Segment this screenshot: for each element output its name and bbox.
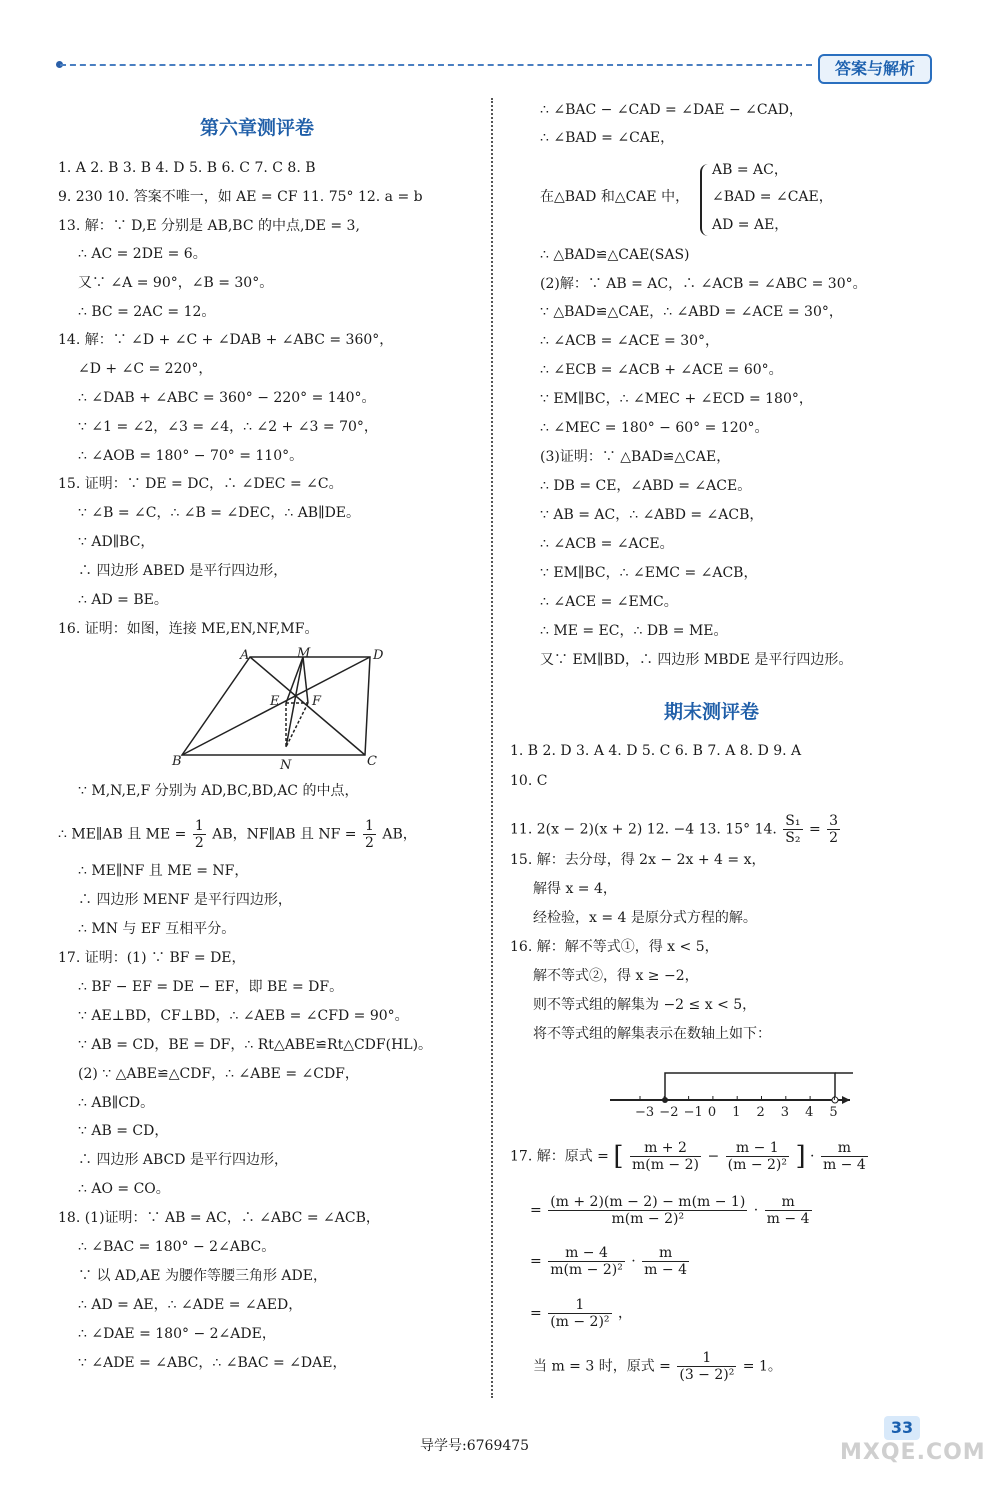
leftLines-line: ∴ BC = 2AC = 12。: [78, 304, 216, 320]
ratio-value-fraction: [827, 813, 840, 846]
den: 2: [829, 830, 839, 846]
line-16b-mid: AB，NF∥AB 且 NF =: [212, 826, 357, 843]
leftLines-line: ∴ ME∥NF 且 ME = NF，: [78, 863, 249, 879]
leftLines-line: 9. 230 10. 答案不唯一，如 AE = CF 11. 75° 12. a = b: [58, 189, 423, 205]
column-divider: [491, 98, 493, 1398]
fraction-1: [630, 1140, 701, 1173]
rightA-line: ∴ ∠BAD = ∠CAE，: [540, 130, 675, 146]
answers-11-14: [510, 813, 842, 846]
equals: =: [808, 821, 821, 838]
q17-line-5: [533, 1350, 782, 1383]
header-rule: [60, 64, 812, 66]
label-f: F: [312, 694, 322, 709]
fraction-last: [677, 1350, 736, 1383]
rightB-line: ∴ DB = CE，∠ABD = ∠ACE。: [540, 478, 752, 494]
system-line-3: AD = AE，: [712, 217, 789, 233]
leftLines-line: ∴ 四边形 ABCD 是平行四边形，: [78, 1152, 288, 1168]
den: S₂: [785, 830, 801, 846]
leftLines-line: ∴ BF − EF = DE − EF，即 BE = DF。: [78, 979, 344, 995]
segment-mf: [303, 657, 308, 703]
leftLines-line: ∴ 四边形 ABED 是平行四边形，: [78, 563, 288, 579]
axis-tick-label: −3: [635, 1105, 655, 1120]
rightD-line: 解得 x = 4，: [533, 881, 617, 897]
bracket-open: [: [613, 1141, 624, 1172]
leftLines-line: ∴ ∠DAB + ∠ABC = 360° − 220° = 140°。: [78, 390, 376, 406]
leftLines-line: ∴ ∠BAC = 180° − 2∠ABC。: [78, 1239, 276, 1255]
rightB-line: ∵ EM∥BC，∴ ∠EMC = ∠ACB，: [540, 565, 758, 581]
line-16b-post: AB，: [382, 826, 417, 843]
leftLines-line: ∵ AE⊥BD，CF⊥BD，∴ ∠AEB = ∠CFD = 90°。: [78, 1008, 409, 1024]
leftLines-line: ∵ AD∥BC，: [78, 534, 155, 550]
fraction-s2b: [765, 1194, 812, 1227]
den: m(m − 2): [631, 1157, 699, 1173]
rightB-line: ∴ ∠ACB = ∠ACE = 30°，: [540, 333, 720, 349]
fraction-s4: [548, 1297, 611, 1330]
leftLines-line: ∴ MN 与 EF 互相平分。: [78, 921, 236, 937]
rightD-line: 16. 解：解不等式①，得 x < 5，: [510, 939, 719, 955]
half-fraction-1: [193, 818, 206, 851]
rightB-line: ∴ ∠MEC = 180° − 60° = 120°。: [540, 420, 769, 436]
q17-line-2: [530, 1194, 814, 1227]
leftLines-line: 又∵ ∠A = 90°，∠B = 30°。: [78, 275, 274, 291]
rightB-line: ∴ ∠ACB = ∠ACE。: [540, 536, 674, 552]
fraction-s3b: [642, 1245, 689, 1278]
label-d: D: [373, 648, 384, 663]
den: 2: [364, 835, 374, 851]
system-line-1: AB = AC，: [712, 162, 788, 178]
parallelogram-figure: [170, 645, 400, 775]
watermark: MXQE.COM: [840, 1440, 986, 1465]
rightB-line: ∴ ME = EC，∴ DB = ME。: [540, 623, 728, 639]
fraction-s2: [548, 1194, 747, 1227]
rightB-line: 又∵ EM∥BD，∴ 四边形 MBDE 是平行四边形。: [540, 652, 853, 668]
final-exam-title: 期末测评卷: [664, 701, 760, 723]
leftLines-line: ∴ 四边形 MENF 是平行四边形，: [78, 892, 292, 908]
leftLines-line: ∴ AD = BE。: [78, 592, 168, 608]
rightB-line: (3)证明：∵ △BAD≌△CAE，: [540, 449, 731, 465]
line-16b-pre: ∴ ME∥AB 且 ME =: [58, 826, 187, 843]
leftLines-line: 14. 解：∵ ∠D + ∠C + ∠DAB + ∠ABC = 360°，: [58, 332, 394, 348]
num: m: [765, 1194, 812, 1211]
den: 2: [194, 835, 204, 851]
num: 1: [677, 1350, 736, 1367]
rightD-line: 15. 解：去分母，得 2x − 2x + 4 = x，: [510, 852, 766, 868]
last-post: = 1。: [742, 1358, 782, 1375]
system-line-2: ∠BAD = ∠CAE，: [712, 189, 833, 205]
solution-bracket: [665, 1073, 835, 1100]
num: m + 2: [630, 1140, 701, 1157]
rightD-line: 则不等式组的解集为 −2 ≤ x < 5，: [533, 997, 757, 1013]
leftLines-line: 17. 证明：(1) ∵ BF = DE，: [58, 950, 246, 966]
axis-tick-label: 3: [780, 1105, 790, 1120]
q17-line-1: [510, 1140, 870, 1173]
den: m − 4: [766, 1211, 810, 1227]
leftLines-line: ∵ ∠ADE = ∠ABC，∴ ∠BAC = ∠DAE，: [78, 1355, 347, 1371]
label-m: M: [297, 646, 311, 661]
leftLines-line: ∵ 以 AD,AE 为腰作等腰三角形 ADE，: [78, 1268, 327, 1284]
leftLines-line: 13. 解：∵ D,E 分别是 AB,BC 的中点,DE = 3,: [58, 218, 360, 234]
rightD-line: 经检验，x = 4 是原分式方程的解。: [533, 910, 757, 926]
system-prefix: 在△BAD 和△CAE 中，: [540, 189, 690, 205]
rightA-line: ∴ ∠BAC − ∠CAD = ∠DAE − ∠CAD，: [540, 102, 803, 118]
open-point: [832, 1097, 838, 1103]
comma: ，: [618, 1305, 632, 1322]
fraction-2: [726, 1140, 789, 1173]
den: (m − 2)²: [727, 1157, 787, 1173]
den: m(m − 2)²: [550, 1262, 623, 1278]
den: (3 − 2)²: [679, 1367, 735, 1383]
half-fraction-2: [363, 818, 376, 851]
rightB-line: ∴ ∠ACE = ∠EMC。: [540, 594, 678, 610]
leftLines-line: ∵ AB = CD，BE = DF，∴ Rt△ABE≌Rt△CDF(HL)。: [78, 1037, 433, 1053]
label-c: C: [367, 754, 377, 769]
segment-mn: [286, 657, 303, 747]
line-16b: [58, 818, 417, 851]
label-e: E: [270, 694, 280, 709]
q17-line-4: [530, 1297, 632, 1330]
axis-arrow: [842, 1096, 850, 1104]
leftLines-line: ∠D + ∠C = 220°，: [78, 361, 213, 377]
rightC-line: 10. C: [510, 773, 548, 789]
leftLines-line: (2) ∵ △ABE≌△CDF，∴ ∠ABE = ∠CDF，: [78, 1066, 359, 1082]
leftLines-line: ∴ AO = CO。: [78, 1181, 170, 1197]
s-ratio-fraction: [783, 813, 802, 846]
num: 3: [829, 813, 839, 829]
equals: =: [530, 1305, 542, 1322]
axis-tick-label: −2: [659, 1105, 679, 1120]
equals: =: [530, 1253, 542, 1270]
equals: =: [530, 1202, 542, 1219]
bracket-close: ]: [795, 1141, 806, 1172]
leftLines-line: ∵ M,N,E,F 分别为 AD,BC,BD,AC 的中点，: [78, 783, 359, 799]
rightD-line: 解不等式②，得 x ≥ −2，: [533, 968, 699, 984]
axis-tick-label: −1: [683, 1105, 703, 1120]
axis-tick-label: 2: [756, 1105, 765, 1120]
num: m: [642, 1245, 689, 1262]
diagonal-ac: [250, 657, 365, 755]
label-b: B: [172, 754, 182, 769]
last-pre: 当 m = 3 时，原式 =: [533, 1358, 671, 1375]
leftLines-line: 15. 证明：∵ DE = DC，∴ ∠DEC = ∠C。: [58, 476, 343, 492]
rightB-line: (2)解：∵ AB = AC，∴ ∠ACB = ∠ABC = 30°。: [540, 276, 867, 292]
rightD-line: 将不等式组的解集表示在数轴上如下：: [533, 1026, 771, 1042]
axis-tick-label: 4: [805, 1105, 814, 1120]
rightB-line: ∵ AB = AC，∴ ∠ABD = ∠ACB，: [540, 507, 764, 523]
closed-point: [662, 1097, 668, 1103]
dot: ·: [631, 1253, 636, 1270]
num: S₁: [785, 813, 801, 829]
den: (m − 2)²: [550, 1314, 610, 1330]
num: 1: [364, 818, 374, 834]
leftLines-line: ∵ ∠B = ∠C，∴ ∠B = ∠DEC，∴ AB∥DE。: [78, 505, 361, 521]
leftLines-line: ∴ ∠DAE = 180° − 2∠ADE，: [78, 1326, 276, 1342]
axis-tick-label: 5: [829, 1105, 838, 1120]
rightC-line: 1. B 2. D 3. A 4. D 5. C 6. B 7. A 8. D 9. A: [510, 743, 802, 759]
answers-11-14-text: 11. 2(x − 2)(x + 2) 12. −4 13. 15° 14.: [510, 821, 777, 838]
num: 1: [194, 818, 204, 834]
rightB-line: ∴ ∠ECB = ∠ACB + ∠ACE = 60°。: [540, 362, 783, 378]
axis-tick-label: 1: [732, 1105, 741, 1120]
q17-line-3: [530, 1245, 691, 1278]
leftLines-line: ∴ AB∥CD。: [78, 1095, 155, 1111]
num: m − 1: [726, 1140, 789, 1157]
num: m − 4: [548, 1245, 625, 1262]
label-a: A: [240, 648, 250, 663]
leftLines-line: ∴ AC = 2DE = 6。: [78, 246, 207, 262]
chapter-title: 第六章测评卷: [200, 117, 315, 139]
leftLines-line: ∵ ∠1 = ∠2，∠3 = ∠4，∴ ∠2 + ∠3 = 70°，: [78, 419, 378, 435]
study-code: 导学号:6769475: [420, 1438, 530, 1454]
leftLines-line: 1. A 2. B 3. B 4. D 5. B 6. C 7. C 8. B: [58, 160, 316, 176]
dot: ·: [753, 1202, 759, 1219]
label-n: N: [280, 758, 292, 773]
num: m: [821, 1140, 868, 1157]
fraction-s3: [548, 1245, 625, 1278]
rightB-line: ∵ EM∥BC，∴ ∠MEC + ∠ECD = 180°，: [540, 391, 813, 407]
q17-label: 17. 解：原式 =: [510, 1148, 609, 1165]
system-brace: [700, 164, 712, 236]
leftLines-line: ∵ AB = CD，: [78, 1123, 169, 1139]
fraction-3: [821, 1140, 868, 1173]
segment-nf: [286, 703, 308, 747]
number-line: [605, 1060, 855, 1120]
page-number: 33: [884, 1416, 920, 1440]
dot: ·: [810, 1148, 815, 1165]
rightB-line: ∵ △BAD≌△CAE，∴ ∠ABD = ∠ACE = 30°，: [540, 304, 843, 320]
section-badge: 答案与解析: [818, 54, 932, 84]
num: (m + 2)(m − 2) − m(m − 1): [550, 1194, 746, 1210]
leftLines-line: 16. 证明：如图，连接 ME,EN,NF,MF。: [58, 621, 319, 637]
den: m − 4: [822, 1157, 866, 1173]
leftLines-line: ∴ AD = AE，∴ ∠ADE = ∠AED，: [78, 1297, 303, 1313]
minus: −: [707, 1148, 720, 1165]
den: m(m − 2)²: [611, 1211, 685, 1227]
axis-tick-label: 0: [707, 1105, 717, 1120]
rightB-line: ∴ △BAD≌△CAE(SAS): [540, 247, 690, 263]
leftLines-line: 18. (1)证明：∵ AB = AC，∴ ∠ABC = ∠ACB，: [58, 1210, 380, 1226]
den: m − 4: [644, 1262, 687, 1278]
num: 1: [548, 1297, 611, 1314]
leftLines-line: ∴ ∠AOB = 180° − 70° = 110°。: [78, 448, 304, 464]
